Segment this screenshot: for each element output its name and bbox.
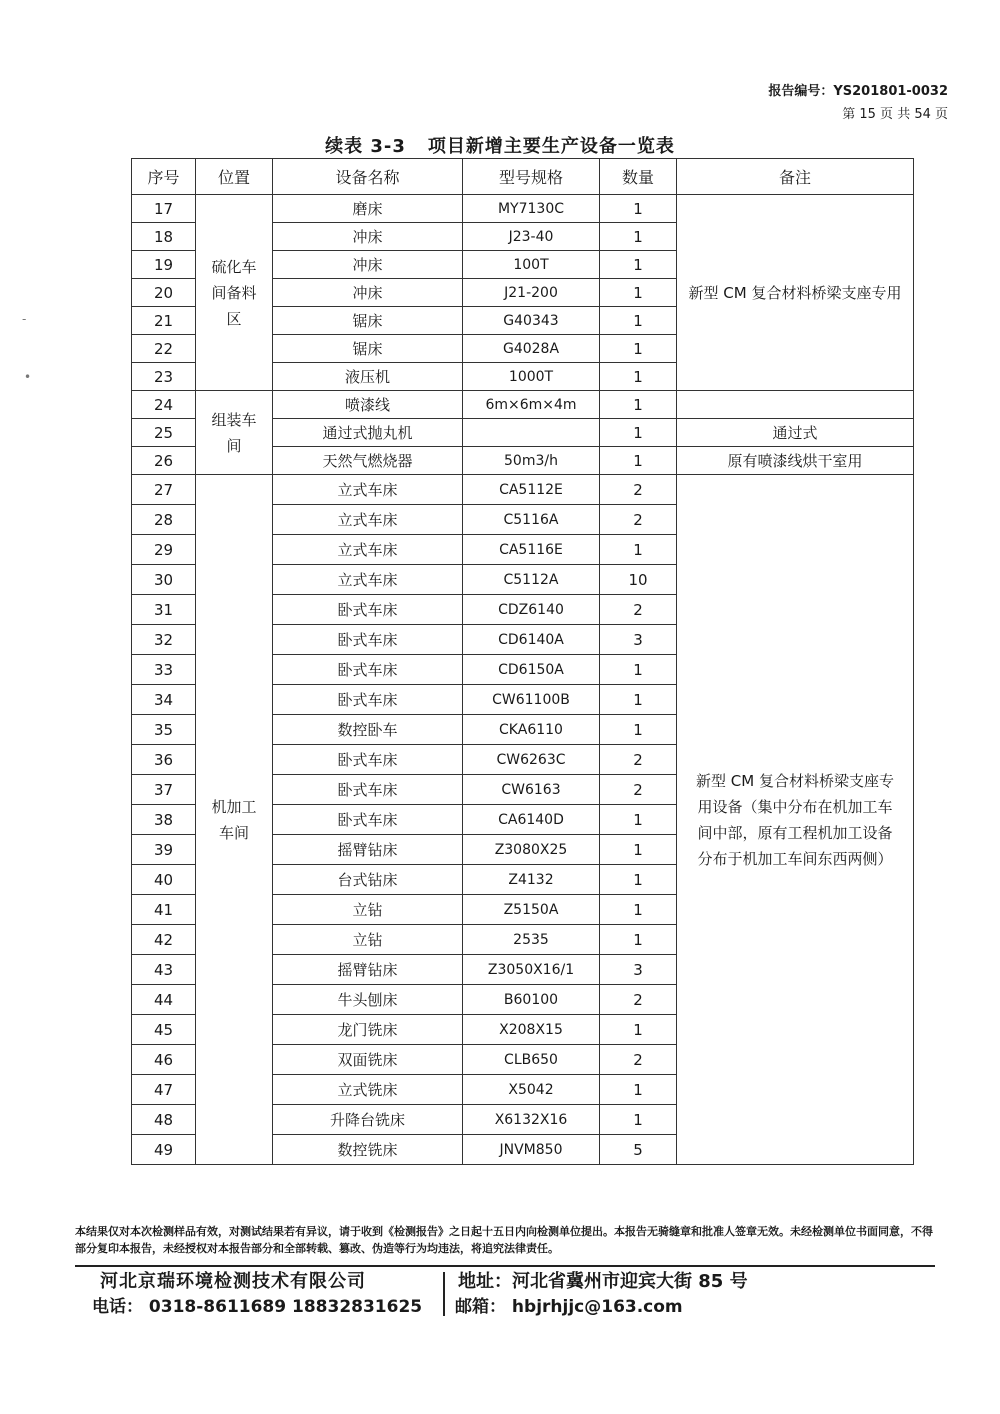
company-address: 地址：河北省冀州市迎宾大街 85 号 <box>458 1271 748 1292</box>
report-number: 报告编号：YS201801-0032 <box>768 84 948 99</box>
margin-mark: - <box>22 312 27 326</box>
equipment-model <box>463 419 600 447</box>
equipment-model: Z3080X25 <box>463 835 600 865</box>
equipment-qty: 10 <box>600 565 677 595</box>
equipment-model: Z3050X16/1 <box>463 955 600 985</box>
equipment-name: 牛头刨床 <box>273 985 463 1015</box>
row-number: 22 <box>132 335 196 363</box>
phone-numbers: 电话： 0318-8611689 18832831625 <box>92 1297 423 1317</box>
equipment-name: 卧式车床 <box>273 685 463 715</box>
equipment-model: J21-200 <box>463 279 600 307</box>
table-title <box>0 132 1000 158</box>
location-label: 机加工车间 <box>211 797 257 842</box>
row-number: 42 <box>132 925 196 955</box>
equipment-model: X208X15 <box>463 1015 600 1045</box>
equipment-model: CW61100B <box>463 685 600 715</box>
equipment-name: 通过式抛丸机 <box>273 419 463 447</box>
equipment-name: 龙门铣床 <box>273 1015 463 1045</box>
row-number: 17 <box>132 195 196 223</box>
company-name: 河北京瑞环境检测技术有限公司 <box>100 1271 366 1292</box>
row-number: 33 <box>132 655 196 685</box>
row-number: 41 <box>132 895 196 925</box>
equipment-model: MY7130C <box>463 195 600 223</box>
equipment-name: 冲床 <box>273 279 463 307</box>
equipment-model: CA6140D <box>463 805 600 835</box>
equipment-name: 卧式车床 <box>273 775 463 805</box>
equipment-name: 数控铣床 <box>273 1135 463 1165</box>
column-header-location: 位置 <box>196 159 273 195</box>
equipment-qty: 5 <box>600 1135 677 1165</box>
row-number: 49 <box>132 1135 196 1165</box>
equipment-qty: 1 <box>600 895 677 925</box>
equipment-name: 卧式车床 <box>273 745 463 775</box>
equipment-qty: 2 <box>600 505 677 535</box>
row-number: 24 <box>132 391 196 419</box>
equipment-qty: 1 <box>600 335 677 363</box>
equipment-name: 卧式车床 <box>273 805 463 835</box>
row-number: 48 <box>132 1105 196 1135</box>
equipment-qty: 1 <box>600 307 677 335</box>
equipment-model: CW6263C <box>463 745 600 775</box>
equipment-name: 喷漆线 <box>273 391 463 419</box>
row-number: 44 <box>132 985 196 1015</box>
equipment-qty: 1 <box>600 1075 677 1105</box>
table-row <box>132 475 914 505</box>
equipment-qty: 1 <box>600 715 677 745</box>
row-number: 47 <box>132 1075 196 1105</box>
equipment-name: 摇臂钻床 <box>273 835 463 865</box>
equipment-qty: 3 <box>600 955 677 985</box>
table-row <box>132 195 914 223</box>
row-number: 25 <box>132 419 196 447</box>
equipment-model: X5042 <box>463 1075 600 1105</box>
equipment-model: C5116A <box>463 505 600 535</box>
footer-separator <box>443 1272 445 1316</box>
row-number: 35 <box>132 715 196 745</box>
equipment-model: 100T <box>463 251 600 279</box>
equipment-name: 锯床 <box>273 307 463 335</box>
equipment-name: 冲床 <box>273 223 463 251</box>
row-number: 34 <box>132 685 196 715</box>
equipment-qty: 1 <box>600 1015 677 1045</box>
row-number: 19 <box>132 251 196 279</box>
row-number: 36 <box>132 745 196 775</box>
equipment-model: 1000T <box>463 363 600 391</box>
equipment-name: 卧式车床 <box>273 595 463 625</box>
remark-cell <box>677 391 914 419</box>
row-number: 21 <box>132 307 196 335</box>
row-number: 43 <box>132 955 196 985</box>
equipment-name: 立钻 <box>273 895 463 925</box>
equipment-qty: 1 <box>600 685 677 715</box>
equipment-model: CKA6110 <box>463 715 600 745</box>
equipment-name: 液压机 <box>273 363 463 391</box>
equipment-qty: 2 <box>600 775 677 805</box>
row-number: 18 <box>132 223 196 251</box>
equipment-model: JNVM850 <box>463 1135 600 1165</box>
equipment-qty: 1 <box>600 925 677 955</box>
equipment-model: CW6163 <box>463 775 600 805</box>
equipment-name: 卧式车床 <box>273 625 463 655</box>
equipment-qty: 2 <box>600 745 677 775</box>
row-number: 23 <box>132 363 196 391</box>
location-label: 硫化车间备料区 <box>211 257 257 328</box>
equipment-name: 数控卧车 <box>273 715 463 745</box>
row-number: 27 <box>132 475 196 505</box>
company-email: 邮箱： hbjrhjjc@163.com <box>455 1297 683 1317</box>
equipment-qty: 1 <box>600 391 677 419</box>
equipment-qty: 1 <box>600 279 677 307</box>
equipment-name: 双面铣床 <box>273 1045 463 1075</box>
equipment-name: 摇臂钻床 <box>273 955 463 985</box>
row-number: 30 <box>132 565 196 595</box>
equipment-qty: 1 <box>600 655 677 685</box>
equipment-name: 立式车床 <box>273 505 463 535</box>
equipment-name: 立式车床 <box>273 535 463 565</box>
location-cell <box>196 391 273 475</box>
equipment-qty: 1 <box>600 223 677 251</box>
equipment-model: CDZ6140 <box>463 595 600 625</box>
remark-cell: 新型 CM 复合材料桥梁支座专用 <box>677 195 914 391</box>
table-number: 续表 3-3 <box>325 136 406 157</box>
equipment-name: 升降台铣床 <box>273 1105 463 1135</box>
equipment-model: C5112A <box>463 565 600 595</box>
location-cell <box>196 475 273 1165</box>
table-row <box>132 391 914 419</box>
equipment-model: X6132X16 <box>463 1105 600 1135</box>
equipment-qty: 1 <box>600 805 677 835</box>
equipment-qty: 1 <box>600 535 677 565</box>
equipment-name: 立式车床 <box>273 565 463 595</box>
equipment-table <box>131 158 914 1165</box>
equipment-model: CA5112E <box>463 475 600 505</box>
equipment-model: J23-40 <box>463 223 600 251</box>
equipment-model: G4028A <box>463 335 600 363</box>
disclaimer-text: 本结果仅对本次检测样品有效，对测试结果若有异议，请于收到《检测报告》之日起十五日内向检测单位提出。本报告无骑缝章和批准人签章无效。未经检测单位书面同意，不得部分复印本报告，未经授权对本报告部分和全部转载、篡改、伪造等行为均违法，将追究法律责任。 <box>75 1225 933 1255</box>
equipment-qty: 1 <box>600 1105 677 1135</box>
equipment-qty: 1 <box>600 447 677 475</box>
equipment-name: 立式铣床 <box>273 1075 463 1105</box>
equipment-name: 冲床 <box>273 251 463 279</box>
equipment-model: Z5150A <box>463 895 600 925</box>
equipment-qty: 1 <box>600 419 677 447</box>
row-number: 37 <box>132 775 196 805</box>
table-header-row <box>132 159 914 195</box>
equipment-qty: 1 <box>600 251 677 279</box>
equipment-model: 50m3/h <box>463 447 600 475</box>
row-number: 46 <box>132 1045 196 1075</box>
equipment-model: B60100 <box>463 985 600 1015</box>
column-header-qty: 数量 <box>600 159 677 195</box>
row-number: 26 <box>132 447 196 475</box>
equipment-qty: 1 <box>600 363 677 391</box>
row-number: 39 <box>132 835 196 865</box>
equipment-qty: 2 <box>600 1045 677 1075</box>
margin-mark: • <box>24 370 32 384</box>
remark-text: 新型 CM 复合材料桥梁支座专用设备（集中分布在机加工车间中部，原有工程机加工设备分布于机加工车间东西两侧） <box>696 771 894 868</box>
equipment-qty: 3 <box>600 625 677 655</box>
column-header-name: 设备名称 <box>273 159 463 195</box>
location-cell <box>196 195 273 391</box>
equipment-qty: 1 <box>600 835 677 865</box>
equipment-name: 锯床 <box>273 335 463 363</box>
equipment-model: Z4132 <box>463 865 600 895</box>
equipment-name: 台式钻床 <box>273 865 463 895</box>
equipment-name: 立钻 <box>273 925 463 955</box>
equipment-name: 磨床 <box>273 195 463 223</box>
row-number: 45 <box>132 1015 196 1045</box>
equipment-name: 卧式车床 <box>273 655 463 685</box>
equipment-qty: 2 <box>600 595 677 625</box>
equipment-model: CD6150A <box>463 655 600 685</box>
equipment-model: 2535 <box>463 925 600 955</box>
remark-cell: 原有喷漆线烘干室用 <box>677 447 914 475</box>
equipment-model: CD6140A <box>463 625 600 655</box>
equipment-qty: 1 <box>600 195 677 223</box>
table-caption: 项目新增主要生产设备一览表 <box>427 136 675 157</box>
equipment-model: 6m×6m×4m <box>463 391 600 419</box>
equipment-qty: 2 <box>600 985 677 1015</box>
equipment-name: 天然气燃烧器 <box>273 447 463 475</box>
remark-cell <box>677 475 914 1165</box>
row-number: 29 <box>132 535 196 565</box>
equipment-name: 立式车床 <box>273 475 463 505</box>
location-label: 组装车间 <box>211 410 257 455</box>
page-number: 第 15 页 共 54 页 <box>842 107 948 122</box>
column-header-no: 序号 <box>132 159 196 195</box>
row-number: 20 <box>132 279 196 307</box>
remark-cell: 通过式 <box>677 419 914 447</box>
row-number: 28 <box>132 505 196 535</box>
row-number: 31 <box>132 595 196 625</box>
column-header-model: 型号规格 <box>463 159 600 195</box>
equipment-qty: 2 <box>600 475 677 505</box>
column-header-remark: 备注 <box>677 159 914 195</box>
equipment-model: CA5116E <box>463 535 600 565</box>
row-number: 32 <box>132 625 196 655</box>
equipment-model: CLB650 <box>463 1045 600 1075</box>
equipment-model: G40343 <box>463 307 600 335</box>
equipment-qty: 1 <box>600 865 677 895</box>
row-number: 38 <box>132 805 196 835</box>
row-number: 40 <box>132 865 196 895</box>
